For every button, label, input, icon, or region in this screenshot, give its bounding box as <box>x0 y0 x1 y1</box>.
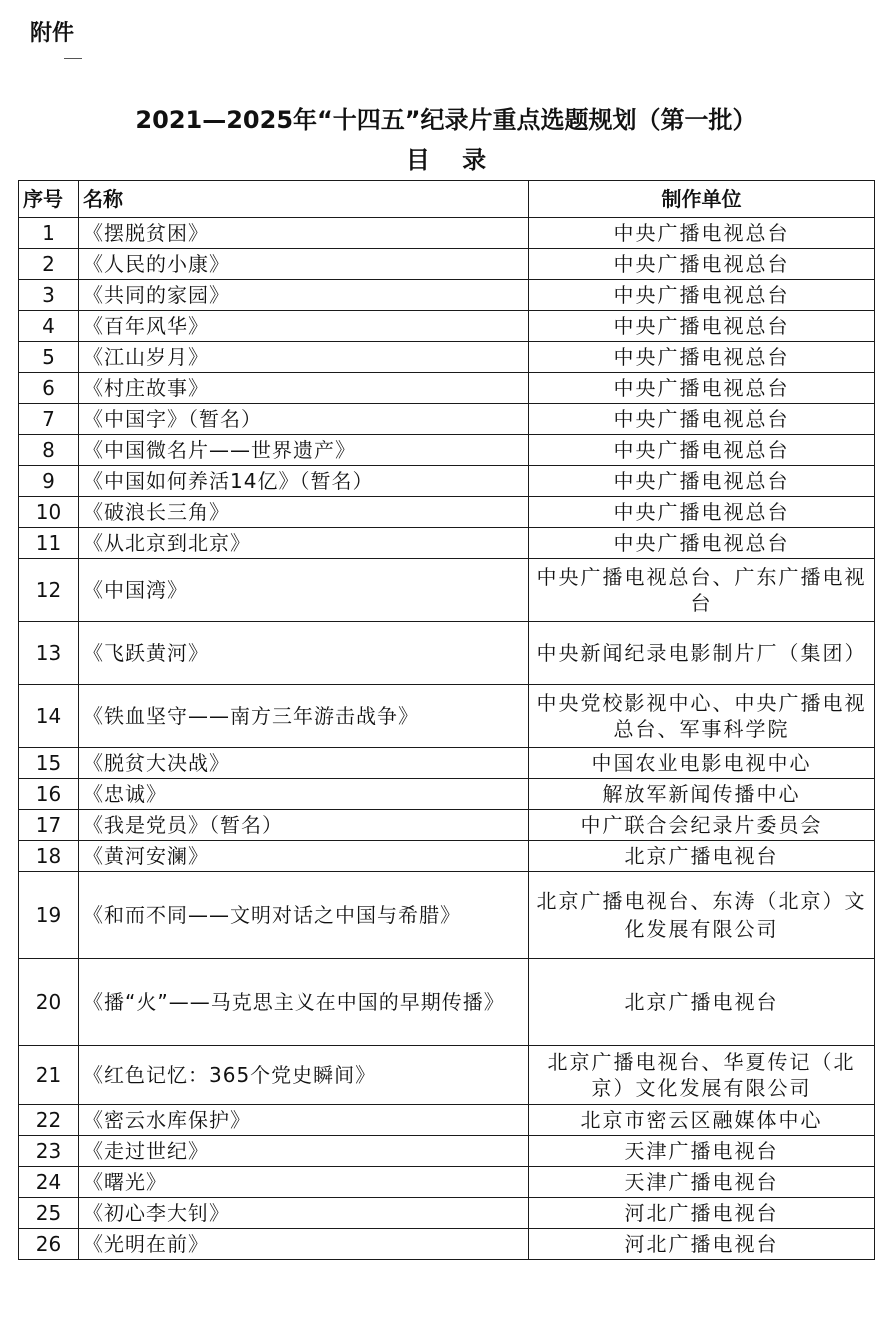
documentary-name: 《密云水库保护》 <box>79 1105 529 1136</box>
row-number: 19 <box>19 872 79 959</box>
row-number: 4 <box>19 311 79 342</box>
row-number: 14 <box>19 685 79 748</box>
table-row <box>19 280 875 311</box>
documentary-name: 《脱贫大决战》 <box>79 748 529 779</box>
documentary-name: 《忠诚》 <box>79 779 529 810</box>
row-number: 16 <box>19 779 79 810</box>
row-number: 22 <box>19 1105 79 1136</box>
production-unit: 中央广播电视总台 <box>529 373 875 404</box>
production-unit: 中央广播电视总台 <box>529 311 875 342</box>
documentary-name: 《铁血坚守——南方三年游击战争》 <box>79 685 529 748</box>
document-subtitle: 目 录 <box>405 146 499 174</box>
row-number: 15 <box>19 748 79 779</box>
documentary-name: 《走过世纪》 <box>79 1136 529 1167</box>
table-row <box>19 1167 875 1198</box>
documentary-name: 《光明在前》 <box>79 1229 529 1260</box>
production-unit: 北京广播电视台、华夏传记（北京）文化发展有限公司 <box>529 1046 875 1105</box>
documentary-name: 《中国字》（暂名） <box>79 404 529 435</box>
row-number: 10 <box>19 497 79 528</box>
table-header-row <box>19 181 875 218</box>
production-unit: 河北广播电视台 <box>529 1229 875 1260</box>
production-unit: 天津广播电视台 <box>529 1167 875 1198</box>
header-unit: 制作单位 <box>529 181 875 218</box>
row-number: 26 <box>19 1229 79 1260</box>
row-number: 25 <box>19 1198 79 1229</box>
production-unit: 中央党校影视中心、中央广播电视总台、军事科学院 <box>529 685 875 748</box>
production-unit: 中央广播电视总台 <box>529 280 875 311</box>
documentary-name: 《人民的小康》 <box>79 249 529 280</box>
table-row <box>19 810 875 841</box>
row-number: 9 <box>19 466 79 497</box>
documentary-name: 《中国湾》 <box>79 559 529 622</box>
documentary-name: 《初心李大钊》 <box>79 1198 529 1229</box>
documentary-name: 《飞跃黄河》 <box>79 622 529 685</box>
row-number: 2 <box>19 249 79 280</box>
documentary-name: 《破浪长三角》 <box>79 497 529 528</box>
documentary-name: 《和而不同——文明对话之中国与希腊》 <box>79 872 529 959</box>
documentary-list-table <box>18 180 875 1260</box>
production-unit: 中央广播电视总台 <box>529 218 875 249</box>
production-unit: 北京广播电视台、东涛（北京）文化发展有限公司 <box>529 872 875 959</box>
production-unit: 中国农业电影电视中心 <box>529 748 875 779</box>
documentary-name: 《曙光》 <box>79 1167 529 1198</box>
table-row <box>19 1136 875 1167</box>
production-unit: 北京市密云区融媒体中心 <box>529 1105 875 1136</box>
table-row <box>19 779 875 810</box>
documentary-name: 《共同的家园》 <box>79 280 529 311</box>
attachment-label: 附件 <box>30 21 75 46</box>
documentary-name: 《江山岁月》 <box>79 342 529 373</box>
table-row <box>19 435 875 466</box>
table-row <box>19 1229 875 1260</box>
table-row <box>19 559 875 622</box>
document-title: 2021—2025年“十四五”纪录片重点选题规划（第一批） <box>135 106 757 134</box>
row-number: 11 <box>19 528 79 559</box>
table-row <box>19 404 875 435</box>
row-number: 18 <box>19 841 79 872</box>
production-unit: 中央广播电视总台 <box>529 342 875 373</box>
row-number: 3 <box>19 280 79 311</box>
header-name: 名称 <box>79 181 529 218</box>
documentary-name: 《摆脱贫困》 <box>79 218 529 249</box>
documentary-name: 《村庄故事》 <box>79 373 529 404</box>
production-unit: 解放军新闻传播中心 <box>529 779 875 810</box>
table-row <box>19 342 875 373</box>
table-row <box>19 1105 875 1136</box>
header-no: 序号 <box>19 181 79 218</box>
documentary-name: 《中国如何养活14亿》（暂名） <box>79 466 529 497</box>
production-unit: 中央广播电视总台 <box>529 249 875 280</box>
attachment-rule <box>64 58 82 59</box>
row-number: 6 <box>19 373 79 404</box>
production-unit: 中央新闻纪录电影制片厂（集团） <box>529 622 875 685</box>
row-number: 1 <box>19 218 79 249</box>
production-unit: 中央广播电视总台 <box>529 497 875 528</box>
table-row <box>19 872 875 959</box>
table-row <box>19 959 875 1046</box>
row-number: 21 <box>19 1046 79 1105</box>
table-row <box>19 748 875 779</box>
table-row <box>19 466 875 497</box>
table-row <box>19 622 875 685</box>
row-number: 12 <box>19 559 79 622</box>
production-unit: 北京广播电视台 <box>529 959 875 1046</box>
row-number: 17 <box>19 810 79 841</box>
documentary-name: 《红色记忆：365个党史瞬间》 <box>79 1046 529 1105</box>
row-number: 13 <box>19 622 79 685</box>
row-number: 24 <box>19 1167 79 1198</box>
documentary-name: 《我是党员》（暂名） <box>79 810 529 841</box>
production-unit: 中央广播电视总台、广东广播电视台 <box>529 559 875 622</box>
production-unit: 中央广播电视总台 <box>529 528 875 559</box>
table-row <box>19 1046 875 1105</box>
table-row <box>19 218 875 249</box>
documentary-name: 《黄河安澜》 <box>79 841 529 872</box>
documentary-name: 《播“火”——马克思主义在中国的早期传播》 <box>79 959 529 1046</box>
production-unit: 中央广播电视总台 <box>529 435 875 466</box>
documentary-name: 《中国微名片——世界遗产》 <box>79 435 529 466</box>
table-row <box>19 249 875 280</box>
production-unit: 中央广播电视总台 <box>529 466 875 497</box>
table-row <box>19 528 875 559</box>
production-unit: 中广联合会纪录片委员会 <box>529 810 875 841</box>
row-number: 8 <box>19 435 79 466</box>
production-unit: 河北广播电视台 <box>529 1198 875 1229</box>
production-unit: 天津广播电视台 <box>529 1136 875 1167</box>
table-row <box>19 497 875 528</box>
documentary-name: 《百年风华》 <box>79 311 529 342</box>
row-number: 7 <box>19 404 79 435</box>
production-unit: 北京广播电视台 <box>529 841 875 872</box>
table-row <box>19 373 875 404</box>
table-row <box>19 1198 875 1229</box>
documentary-name: 《从北京到北京》 <box>79 528 529 559</box>
production-unit: 中央广播电视总台 <box>529 404 875 435</box>
table-row <box>19 311 875 342</box>
row-number: 5 <box>19 342 79 373</box>
table-row <box>19 685 875 748</box>
row-number: 23 <box>19 1136 79 1167</box>
row-number: 20 <box>19 959 79 1046</box>
table-row <box>19 841 875 872</box>
